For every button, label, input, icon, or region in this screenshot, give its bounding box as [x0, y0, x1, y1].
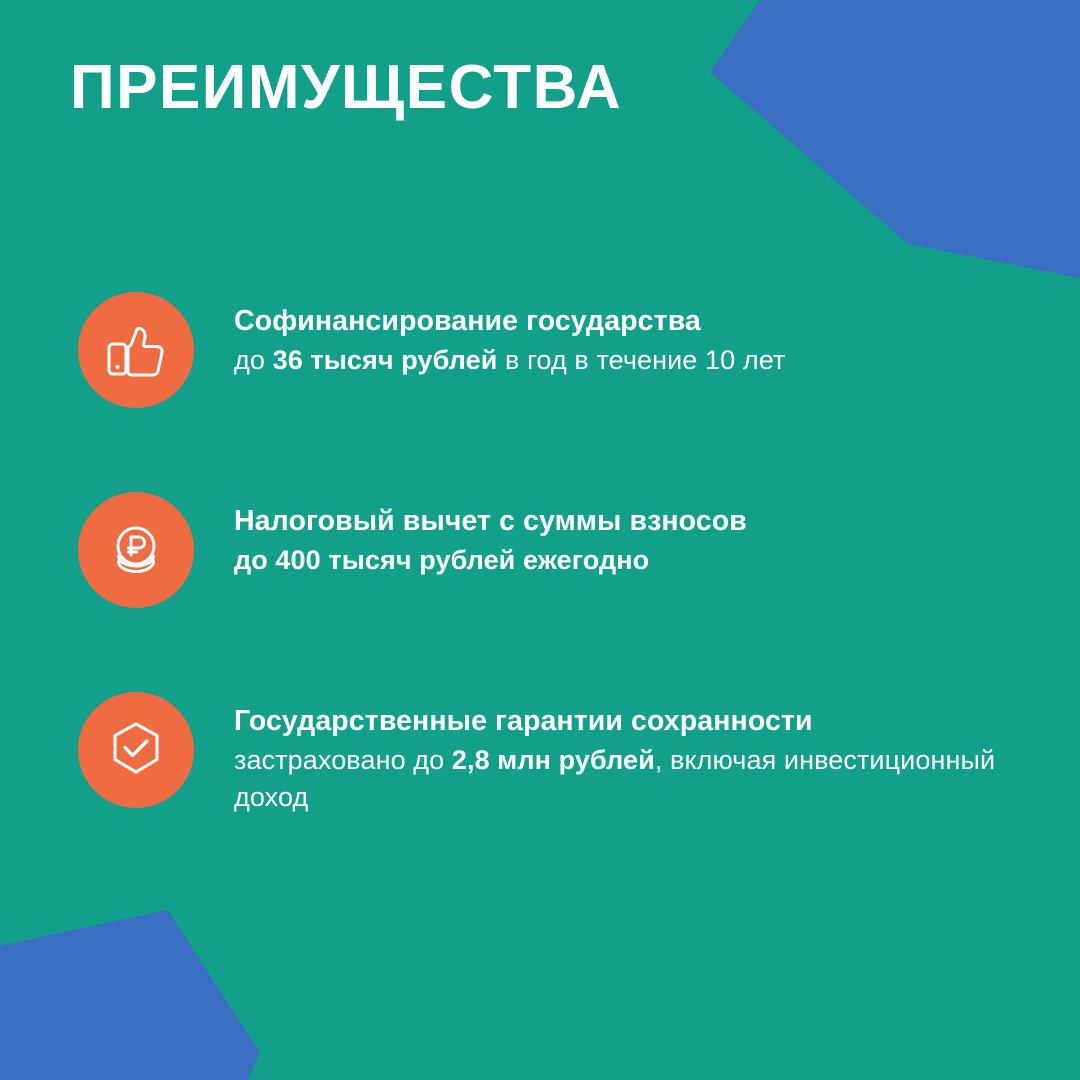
benefit-title: Налоговый вычет с суммы взносов — [234, 505, 747, 537]
decor-shape-bottom-left — [0, 910, 260, 1080]
thumbs-up-icon — [78, 292, 194, 408]
page-title: ПРЕИМУЩЕСТВА — [70, 53, 623, 122]
benefit-subtitle: до 400 тысяч рублей ежегодно — [234, 545, 650, 576]
benefit-title: Софинансирование государства — [234, 305, 701, 337]
benefit-title: Государственные гарантии сохранности — [234, 705, 813, 737]
benefit-text — [234, 492, 747, 579]
list-item — [78, 492, 1008, 608]
benefit-text — [234, 292, 785, 379]
list-item — [78, 292, 1008, 408]
benefit-subtitle: застраховано до 2,8 млн рублей, включая инвестиционный доход — [234, 745, 996, 812]
ruble-coin-icon — [78, 492, 194, 608]
decor-shape-top-right — [710, 0, 1080, 290]
shield-check-icon — [78, 692, 194, 808]
benefit-text — [234, 692, 1008, 816]
benefits-list — [78, 292, 1008, 816]
list-item — [78, 692, 1008, 816]
benefit-subtitle: до 36 тысяч рублей в год в течение 10 лет — [234, 345, 786, 376]
